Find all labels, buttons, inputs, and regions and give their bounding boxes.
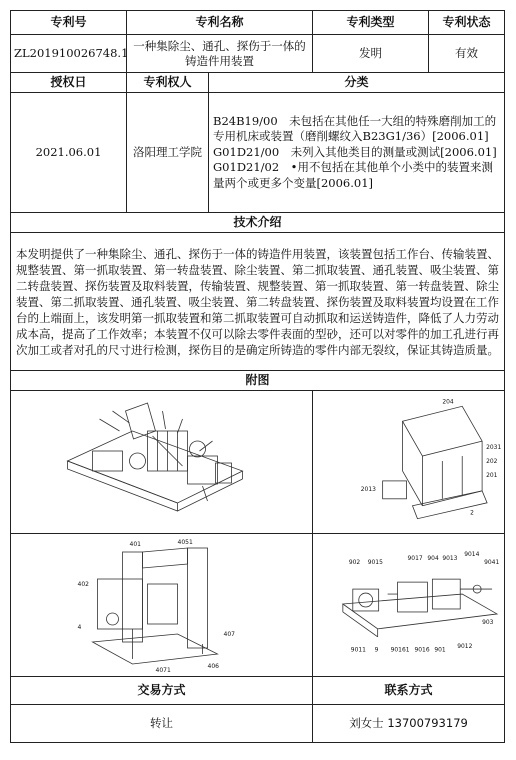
fig4-label: 9016	[414, 646, 430, 654]
fig3-label: 402	[77, 581, 89, 588]
fig3-label: 407	[223, 631, 235, 638]
figure-4	[313, 534, 505, 677]
classification-list	[209, 93, 505, 213]
gripper-drawing	[11, 534, 312, 676]
header-trade-method: 交易方式	[11, 677, 313, 705]
fig3-label: 406	[207, 663, 219, 670]
header-patent-status: 专利状态	[429, 11, 505, 35]
fig4-label: 9	[374, 646, 379, 654]
intro-text: 本发明提供了一种集除尘、通孔、探伤于一体的铸造件用装置，该装置包括工作台、传输装置、规整装置、第一抓取装置、第一转盘装置、除尘装置、第二抓取装置、通孔装置、吸尘装置、第二转盘装置、探伤装置及取料装置，传输装置、规整装置、第一抓取装置、第一转盘装置、除尘装置、第二抓取装置、通孔装置、吸尘装置、第二转盘装置、探伤装置及取料装置均设置在工作台的上端面上，该发明第一抓取装置和第二抓取装置可自动抓取和运送铸造件，降低了人力劳动成本高，提高了工作效率；本装置不仅可以除去零件表面的型砂，还可以对零件的加工孔进行再次加工或者对孔的尺寸进行检测，探伤目的是确定所铸造的零件内部无裂纹，保证其铸造质量。	[11, 233, 505, 371]
patentee: 洛阳理工学院	[127, 93, 209, 213]
fig4-label: 9015	[367, 559, 383, 567]
figure-2	[313, 391, 505, 534]
fig2-label: 2013	[360, 485, 376, 493]
header-patent-name: 专利名称	[127, 11, 313, 35]
fig4-label: 90161	[390, 646, 410, 654]
patent-type: 发明	[313, 35, 429, 73]
fig3-label: 4	[77, 624, 82, 631]
patent-name: 一种集除尘、通孔、探伤于一体的铸造件用装置	[127, 35, 313, 73]
fig4-label: 9011	[350, 646, 366, 654]
fig4-label: 9041	[484, 559, 500, 567]
fig4-label: 9012	[457, 642, 473, 650]
header-classification: 分类	[209, 73, 505, 93]
fig2-label: 201	[486, 471, 498, 479]
header-figures: 附图	[11, 371, 505, 391]
fig4-label: 9013	[442, 555, 458, 563]
grant-date: 2021.06.01	[11, 93, 127, 213]
header-intro: 技术介绍	[11, 213, 505, 233]
fig4-label: 904	[427, 555, 439, 563]
figure-1	[11, 391, 313, 534]
fig4-label: 9017	[407, 555, 423, 563]
patent-status: 有效	[429, 35, 505, 73]
dust-removal-drawing	[313, 391, 504, 533]
header-grant-date: 授权日	[11, 73, 127, 93]
patent-number: ZL201910026748.1	[11, 35, 127, 73]
fig2-label: 204	[442, 398, 454, 406]
patent-sheet	[10, 10, 504, 743]
header-patent-type: 专利类型	[313, 11, 429, 35]
fig3-label: 401	[129, 541, 141, 548]
fig2-label: 2031	[486, 444, 502, 452]
header-patent-no: 专利号	[11, 11, 127, 35]
classification-item: B24B19/00 未包括在其他任一大组的特殊磨削加工的专用机床或装置（磨削螺纹入B23G1/36）[2006.01]	[213, 113, 497, 144]
fig2-label: 202	[486, 457, 498, 465]
contact-info: 刘女士 13700793179	[313, 705, 505, 743]
header-patentee: 专利权人	[127, 73, 209, 93]
patent-table	[10, 10, 505, 743]
inspection-drawing	[313, 534, 504, 676]
figure-3	[11, 534, 313, 677]
fig4-label: 903	[482, 618, 494, 626]
classification-item: G01D21/02 •用不包括在其他单个小类中的装置来测量两个或更多个变量[2006.01]	[213, 160, 493, 190]
fig4-label: 902	[348, 559, 361, 567]
fig3-label: 4071	[155, 667, 171, 674]
fig4-label: 901	[434, 646, 446, 654]
fig4-label: 9014	[464, 551, 480, 559]
machine-overview-drawing	[11, 391, 312, 533]
classification-item: G01D21/00 未列入其他类目的测量或测试[2006.01]	[213, 144, 497, 159]
fig2-label: 2	[470, 509, 474, 517]
trade-method: 转让	[11, 705, 313, 743]
fig3-label: 4051	[177, 539, 193, 546]
header-contact: 联系方式	[313, 677, 505, 705]
